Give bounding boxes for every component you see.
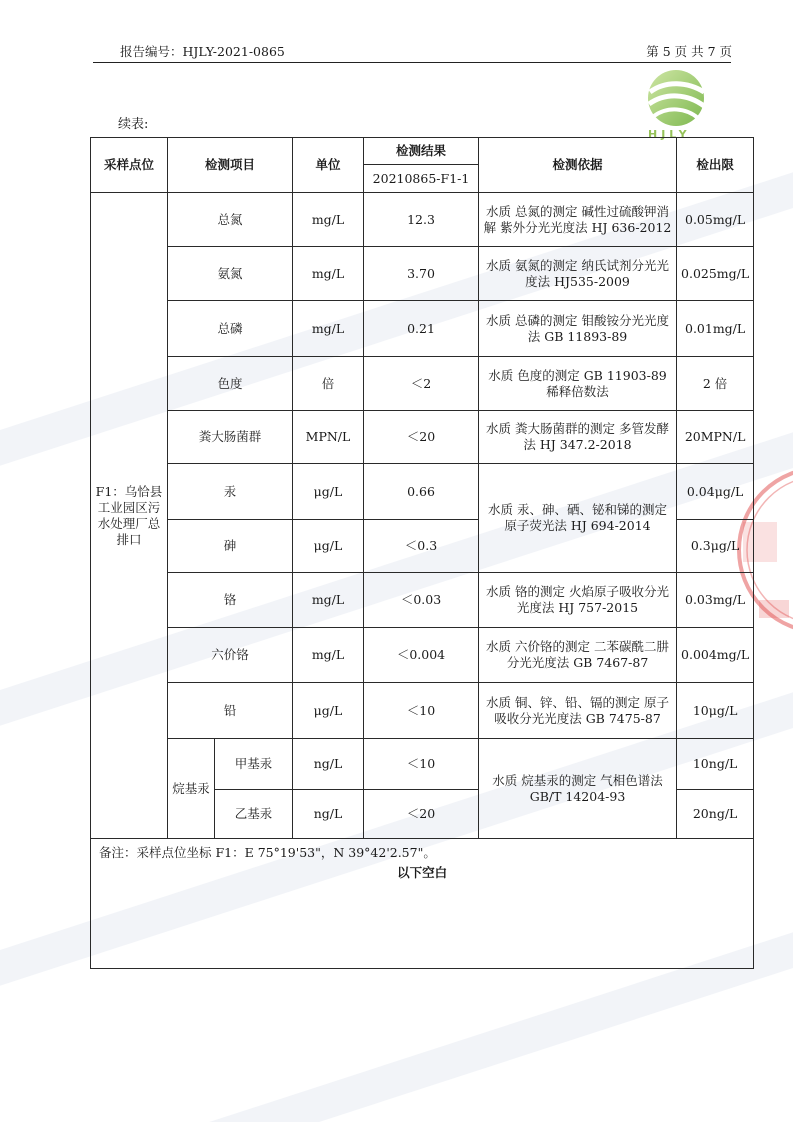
detection-limit: 0.3μg/L <box>677 520 754 573</box>
table-row <box>91 683 754 739</box>
detection-limit: 2 倍 <box>677 357 754 411</box>
result-value: 0.66 <box>364 464 479 520</box>
result-value: ＜0.03 <box>364 573 479 628</box>
table-row <box>91 247 754 301</box>
method-basis: 水质 铬的测定 火焰原子吸收分光光度法 HJ 757-2015 <box>479 573 677 628</box>
detection-limit: 20ng/L <box>677 790 754 839</box>
table-row <box>91 411 754 464</box>
table-row <box>91 301 754 357</box>
detection-limit: 10μg/L <box>677 683 754 739</box>
group-label: 烷基汞 <box>168 739 215 839</box>
header-item: 检测项目 <box>168 138 293 193</box>
table-row <box>91 739 754 790</box>
unit-value: μg/L <box>293 464 364 520</box>
result-value: ＜20 <box>364 790 479 839</box>
detection-limit: 0.01mg/L <box>677 301 754 357</box>
item-name: 色度 <box>168 357 293 411</box>
detection-limit: 0.004mg/L <box>677 628 754 683</box>
item-name: 铅 <box>168 683 293 739</box>
unit-value: ng/L <box>293 790 364 839</box>
test-results-table <box>90 137 754 969</box>
item-name: 总磷 <box>168 301 293 357</box>
blank-below-notice: 以下空白 <box>397 865 448 880</box>
result-value: ＜0.3 <box>364 520 479 573</box>
unit-value: mg/L <box>293 301 364 357</box>
item-name: 粪大肠菌群 <box>168 411 293 464</box>
result-value: ＜2 <box>364 357 479 411</box>
item-name: 氨氮 <box>168 247 293 301</box>
method-basis: 水质 六价铬的测定 二苯碳酰二肼分光光度法 GB 7467-87 <box>479 628 677 683</box>
report-number: 报告编号：HJLY-2021-0865 <box>120 44 285 59</box>
page-header <box>120 40 732 60</box>
header-result: 检测结果 <box>364 138 479 165</box>
result-value: ＜10 <box>364 683 479 739</box>
method-basis: 水质 汞、砷、硒、铋和锑的测定 原子荧光法 HJ 694-2014 <box>479 464 677 573</box>
method-basis: 水质 铜、锌、铅、镉的测定 原子吸收分光光度法 GB 7475-87 <box>479 683 677 739</box>
unit-value: MPN/L <box>293 411 364 464</box>
item-name: 铬 <box>168 573 293 628</box>
method-basis: 水质 粪大肠菌群的测定 多管发酵法 HJ 347.2-2018 <box>479 411 677 464</box>
item-name: 砷 <box>168 520 293 573</box>
method-basis: 水质 总氮的测定 碱性过硫酸钾消解 紫外分光光度法 HJ 636-2012 <box>479 193 677 247</box>
remarks-text: 备注：采样点位坐标 F1：E 75°19'53"，N 39°42'2.57"。 <box>99 845 436 860</box>
unit-value: mg/L <box>293 247 364 301</box>
unit-value: 倍 <box>293 357 364 411</box>
method-basis: 水质 氨氮的测定 纳氏试剂分光光度法 HJ535-2009 <box>479 247 677 301</box>
item-name: 汞 <box>168 464 293 520</box>
header-divider <box>93 62 731 63</box>
detection-limit: 0.05mg/L <box>677 193 754 247</box>
header-sample-id: 20210865-F1-1 <box>364 165 479 193</box>
method-basis: 水质 总磷的测定 钼酸铵分光光度法 GB 11893-89 <box>479 301 677 357</box>
table-row <box>91 357 754 411</box>
unit-value: μg/L <box>293 683 364 739</box>
page-number: 第 5 页 共 7 页 <box>646 44 732 59</box>
detection-limit: 0.03mg/L <box>677 573 754 628</box>
unit-value: μg/L <box>293 520 364 573</box>
detection-limit: 0.04μg/L <box>677 464 754 520</box>
result-value: 12.3 <box>364 193 479 247</box>
continued-label: 续表: <box>118 117 149 132</box>
header-unit: 单位 <box>293 138 364 193</box>
detection-limit: 20MPN/L <box>677 411 754 464</box>
result-value: 3.70 <box>364 247 479 301</box>
header-basis: 检测依据 <box>479 138 677 193</box>
table-row <box>91 628 754 683</box>
detection-limit: 10ng/L <box>677 739 754 790</box>
item-name: 总氮 <box>168 193 293 247</box>
unit-value: mg/L <box>293 193 364 247</box>
item-name: 甲基汞 <box>215 739 293 790</box>
remarks-section <box>91 839 754 969</box>
table-row <box>91 193 754 247</box>
item-name: 六价铬 <box>168 628 293 683</box>
result-value: ＜0.004 <box>364 628 479 683</box>
header-location: 采样点位 <box>91 138 168 193</box>
unit-value: mg/L <box>293 628 364 683</box>
detection-limit: 0.025mg/L <box>677 247 754 301</box>
result-value: ＜10 <box>364 739 479 790</box>
logo-wordmark: HJLY <box>648 128 691 141</box>
unit-value: ng/L <box>293 739 364 790</box>
method-basis: 水质 色度的测定 GB 11903-89 稀释倍数法 <box>479 357 677 411</box>
result-value: 0.21 <box>364 301 479 357</box>
result-value: ＜20 <box>364 411 479 464</box>
item-name: 乙基汞 <box>215 790 293 839</box>
header-limit: 检出限 <box>677 138 754 193</box>
unit-value: mg/L <box>293 573 364 628</box>
method-basis: 水质 烷基汞的测定 气相色谱法 GB/T 14204-93 <box>479 739 677 839</box>
sampling-location: F1：乌恰县工业园区污水处理厂总排口 <box>91 193 168 839</box>
table-row <box>91 464 754 520</box>
table-row <box>91 573 754 628</box>
